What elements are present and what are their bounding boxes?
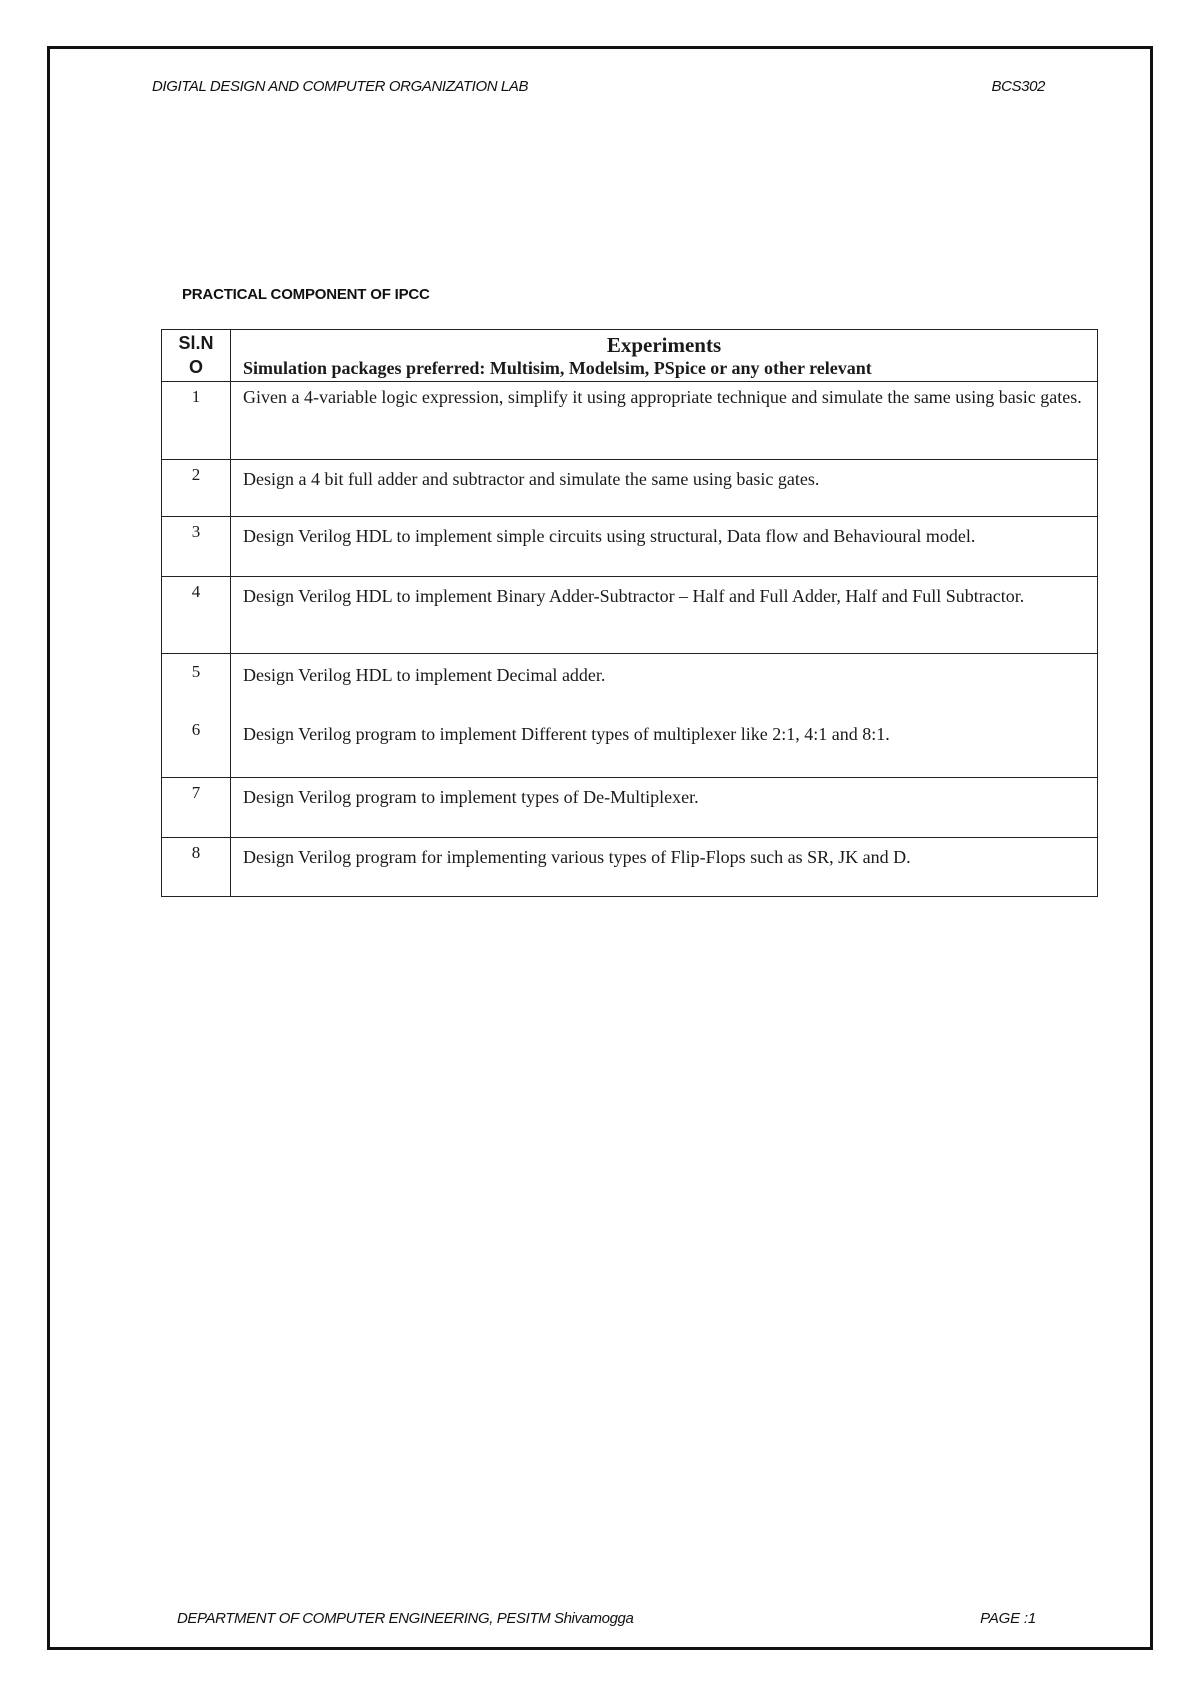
experiments-header xyxy=(231,330,1098,382)
table-row xyxy=(162,838,1098,897)
row-number: 5 xyxy=(162,654,231,716)
simulation-note: Simulation packages preferred: Multisim, Modelsim, PSpice or any other relevant xyxy=(243,358,872,378)
row-text: Design Verilog program to implement types of De-Multiplexer. xyxy=(231,778,1098,838)
row-text: Given a 4-variable logic expression, simplify it using appropriate technique and simulate the same using basic gates. xyxy=(231,382,1098,460)
table-row xyxy=(162,778,1098,838)
row-text: Design Verilog HDL to implement Decimal adder. xyxy=(231,654,1098,716)
sl-no-header xyxy=(162,330,231,382)
row-text: Design Verilog program to implement Different types of multiplexer like 2:1, 4:1 and 8:1. xyxy=(231,715,1098,778)
table-row xyxy=(162,654,1098,716)
row-number: 6 xyxy=(162,715,231,778)
header-title: DIGITAL DESIGN AND COMPUTER ORGANIZATION LAB xyxy=(152,78,529,95)
table-header-row xyxy=(162,330,1098,382)
row-number: 4 xyxy=(162,577,231,654)
table-row xyxy=(162,460,1098,517)
table-row xyxy=(162,517,1098,577)
row-text: Design Verilog HDL to implement Binary Adder-Subtractor – Half and Full Adder, Half and Full Subtractor. xyxy=(231,577,1098,654)
row-text: Design Verilog program for implementing various types of Flip-Flops such as SR, JK and D. xyxy=(231,838,1098,897)
experiments-table xyxy=(161,329,1098,897)
row-number: 8 xyxy=(162,838,231,897)
row-number: 7 xyxy=(162,778,231,838)
row-number: 1 xyxy=(162,382,231,460)
footer-department: DEPARTMENT OF COMPUTER ENGINEERING, PESITM Shivamogga xyxy=(177,1610,634,1627)
experiments-header-label: Experiments xyxy=(606,333,722,357)
header-course-code: BCS302 xyxy=(991,78,1045,95)
row-text: Design a 4 bit full adder and subtractor and simulate the same using basic gates. xyxy=(231,460,1098,517)
section-title: PRACTICAL COMPONENT OF IPCC xyxy=(182,286,430,303)
footer-page-number: PAGE :1 xyxy=(980,1610,1036,1627)
row-text: Design Verilog HDL to implement simple circuits using structural, Data flow and Behavioural model. xyxy=(231,517,1098,577)
sl-no-header-line2: O xyxy=(188,357,203,377)
table-row xyxy=(162,382,1098,460)
row-number: 2 xyxy=(162,460,231,517)
table-row xyxy=(162,577,1098,654)
sl-no-header-line1: Sl.N xyxy=(178,333,214,353)
row-number: 3 xyxy=(162,517,231,577)
table-row xyxy=(162,715,1098,778)
table-continuation xyxy=(161,856,1098,862)
